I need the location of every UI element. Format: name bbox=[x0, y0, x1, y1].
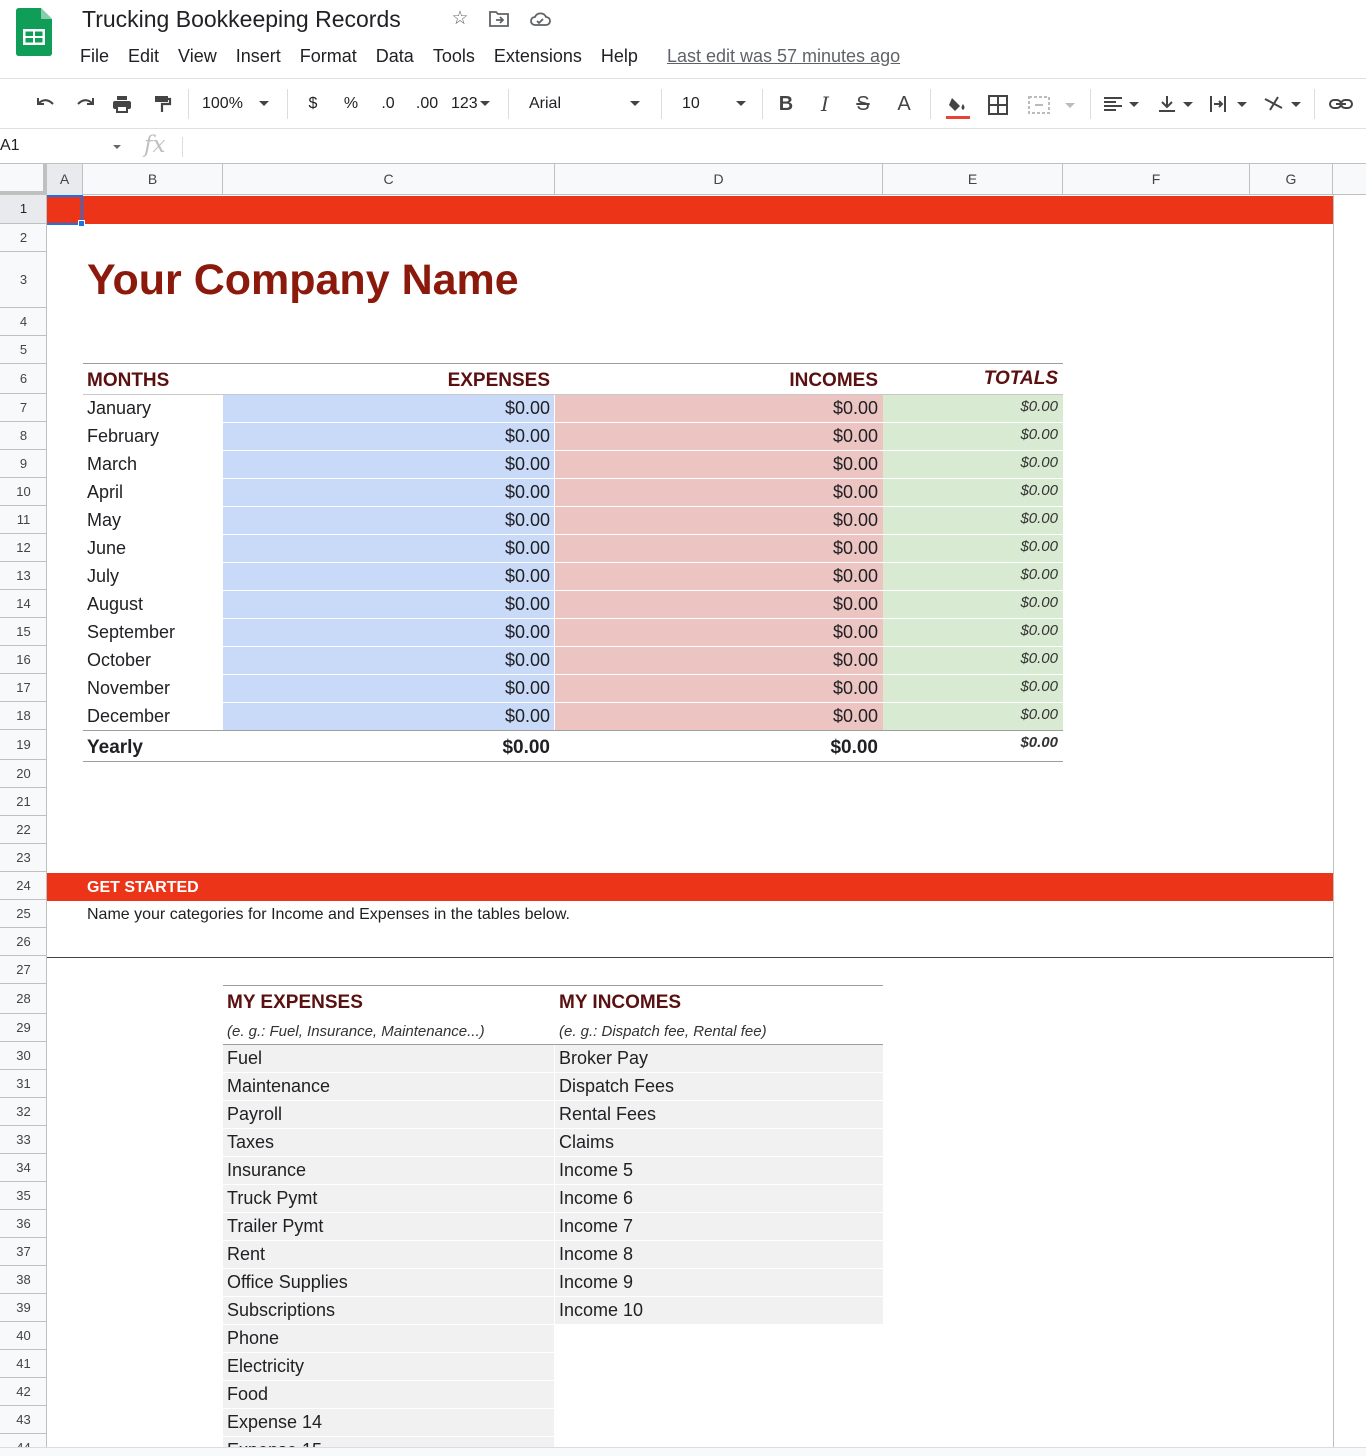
month-label[interactable]: April bbox=[87, 482, 124, 502]
month-label[interactable]: September bbox=[87, 622, 176, 642]
row-header-25[interactable]: 25 bbox=[0, 900, 47, 928]
menu-extensions[interactable]: Extensions bbox=[493, 46, 582, 66]
formula-input[interactable] bbox=[194, 137, 1354, 157]
fill-color-icon[interactable] bbox=[944, 91, 972, 117]
row-header-30[interactable]: 30 bbox=[0, 1042, 47, 1070]
expense-category-row[interactable] bbox=[223, 1045, 554, 1072]
horizontal-align-icon[interactable] bbox=[1102, 91, 1142, 117]
total-value[interactable]: $0.00 bbox=[1020, 510, 1058, 527]
expense-category-name[interactable]: Electricity bbox=[227, 1356, 305, 1376]
expenses-header: EXPENSES bbox=[447, 370, 550, 391]
expense-value[interactable]: $0.00 bbox=[504, 706, 550, 726]
expense-category-name[interactable]: Insurance bbox=[227, 1160, 307, 1180]
document-title[interactable]: Trucking Bookkeeping Records bbox=[82, 6, 401, 32]
last-edit-link[interactable]: Last edit was 57 minutes ago bbox=[666, 45, 901, 66]
row-header-32[interactable]: 32 bbox=[0, 1098, 47, 1126]
row-header-14[interactable]: 14 bbox=[0, 590, 47, 618]
income-value[interactable]: $0.00 bbox=[832, 706, 878, 726]
month-label[interactable]: November bbox=[87, 678, 171, 698]
row-header-3[interactable]: 3 bbox=[0, 252, 47, 308]
totals-header: TOTALS bbox=[983, 368, 1058, 389]
move-folder-icon[interactable] bbox=[488, 9, 510, 29]
month-label[interactable]: October bbox=[87, 650, 152, 670]
column-header-a[interactable]: A bbox=[47, 164, 83, 195]
row-headers bbox=[0, 195, 47, 1456]
month-label[interactable]: May bbox=[87, 510, 122, 530]
row-header-23[interactable]: 23 bbox=[0, 844, 47, 872]
total-value[interactable]: $0.00 bbox=[1020, 594, 1058, 611]
row-header-29[interactable]: 29 bbox=[0, 1014, 47, 1042]
row-header-20[interactable]: 20 bbox=[0, 760, 47, 788]
month-label[interactable]: August bbox=[87, 594, 144, 614]
row-header-27[interactable]: 27 bbox=[0, 956, 47, 984]
menu-tools[interactable]: Tools bbox=[432, 46, 475, 66]
expense-category-name[interactable]: Phone bbox=[227, 1328, 280, 1348]
merge-cells-icon[interactable] bbox=[1027, 91, 1077, 117]
my-expenses-hint[interactable]: (e. g.: Fuel, Insurance, Maintenance...) bbox=[227, 1023, 485, 1040]
column-header-d[interactable]: D bbox=[555, 164, 883, 195]
my-incomes-hint[interactable]: (e. g.: Dispatch fee, Rental fee) bbox=[559, 1023, 767, 1040]
expense-value[interactable]: $0.00 bbox=[504, 566, 550, 586]
header-red-band bbox=[47, 196, 1333, 224]
income-category-name[interactable]: Claims bbox=[559, 1132, 615, 1152]
row-header-38[interactable]: 38 bbox=[0, 1266, 47, 1294]
sheets-logo-icon[interactable] bbox=[16, 8, 52, 56]
row-header-1[interactable]: 1 bbox=[0, 195, 47, 224]
row-header-33[interactable]: 33 bbox=[0, 1126, 47, 1154]
row-header-8[interactable]: 8 bbox=[0, 422, 47, 450]
month-label[interactable]: June bbox=[87, 538, 127, 558]
row-header-15[interactable]: 15 bbox=[0, 618, 47, 646]
income-value[interactable]: $0.00 bbox=[832, 650, 878, 670]
row-header-13[interactable]: 13 bbox=[0, 562, 47, 590]
row-header-35[interactable]: 35 bbox=[0, 1182, 47, 1210]
row-header-31[interactable]: 31 bbox=[0, 1070, 47, 1098]
yearly-total[interactable]: $0.00 bbox=[1020, 734, 1058, 751]
my-expenses-title[interactable]: MY EXPENSES bbox=[227, 992, 363, 1013]
currency-format-button[interactable]: $ bbox=[308, 95, 318, 112]
decrease-decimal-button[interactable]: .0 bbox=[381, 95, 395, 112]
increase-decimal-button[interactable]: .00 bbox=[415, 95, 439, 112]
income-category-name[interactable]: Income 5 bbox=[559, 1160, 634, 1180]
total-value[interactable]: $0.00 bbox=[1020, 678, 1058, 695]
month-label[interactable]: December bbox=[87, 706, 171, 726]
expense-value[interactable]: $0.00 bbox=[504, 678, 550, 698]
italic-button[interactable]: I bbox=[821, 92, 829, 116]
font-size-select[interactable]: 10 bbox=[682, 91, 752, 117]
row-header-19[interactable]: 19 bbox=[0, 730, 47, 760]
strikethrough-button[interactable]: S bbox=[856, 93, 870, 115]
star-icon[interactable]: ☆ bbox=[451, 8, 469, 29]
redo-icon[interactable] bbox=[72, 91, 98, 117]
cloud-status-icon[interactable] bbox=[529, 9, 551, 29]
expense-category-name[interactable]: Food bbox=[227, 1384, 269, 1404]
get-started-label[interactable]: GET STARTED bbox=[87, 879, 199, 896]
get-started-band bbox=[47, 873, 1333, 901]
column-header-e[interactable]: E bbox=[883, 164, 1063, 195]
bold-button[interactable]: B bbox=[778, 93, 794, 115]
menu-help[interactable]: Help bbox=[600, 46, 638, 66]
row-header-43[interactable]: 43 bbox=[0, 1406, 47, 1434]
column-header-c[interactable]: C bbox=[223, 164, 555, 195]
toolbar bbox=[0, 78, 1366, 128]
yearly-incomes[interactable]: $0.00 bbox=[830, 737, 878, 758]
row-header-16[interactable]: 16 bbox=[0, 646, 47, 674]
select-all-corner[interactable] bbox=[0, 164, 47, 195]
row-header-2[interactable]: 2 bbox=[0, 224, 47, 252]
column-header-b[interactable]: B bbox=[83, 164, 223, 195]
row-header-40[interactable]: 40 bbox=[0, 1322, 47, 1350]
income-value[interactable]: $0.00 bbox=[832, 538, 878, 558]
menu-view[interactable]: View bbox=[178, 46, 217, 66]
income-category-name[interactable]: Income 8 bbox=[559, 1244, 634, 1264]
expense-category-name[interactable]: Expense 14 bbox=[227, 1412, 323, 1432]
expense-category-name[interactable]: Payroll bbox=[227, 1104, 283, 1124]
app-header bbox=[0, 0, 1366, 78]
total-value[interactable]: $0.00 bbox=[1020, 454, 1058, 471]
expense-category-name[interactable]: Rent bbox=[227, 1244, 266, 1264]
menu-bar bbox=[80, 44, 900, 68]
expense-value[interactable]: $0.00 bbox=[504, 454, 550, 474]
row-header-28[interactable]: 28 bbox=[0, 984, 47, 1014]
total-value[interactable]: $0.00 bbox=[1020, 426, 1058, 443]
font-family-select[interactable]: Arial bbox=[529, 91, 649, 117]
income-value[interactable]: $0.00 bbox=[832, 622, 878, 642]
row-header-17[interactable]: 17 bbox=[0, 674, 47, 702]
expense-value[interactable]: $0.00 bbox=[504, 398, 550, 418]
month-label[interactable]: January bbox=[87, 398, 152, 418]
expense-category-row[interactable] bbox=[223, 1241, 554, 1268]
column-headers bbox=[0, 164, 1366, 195]
expense-category-name[interactable]: Subscriptions bbox=[227, 1300, 336, 1320]
row-header-36[interactable]: 36 bbox=[0, 1210, 47, 1238]
menu-format[interactable]: Format bbox=[299, 46, 357, 66]
insert-link-icon[interactable] bbox=[1327, 91, 1355, 117]
total-value[interactable]: $0.00 bbox=[1020, 706, 1058, 723]
total-value[interactable]: $0.00 bbox=[1020, 398, 1058, 415]
sheet-grid[interactable] bbox=[47, 195, 1366, 1456]
expense-category-name[interactable]: Maintenance bbox=[227, 1076, 331, 1096]
row-header-6[interactable]: 6 bbox=[0, 364, 47, 394]
zoom-select[interactable] bbox=[202, 91, 280, 117]
print-icon[interactable] bbox=[109, 91, 135, 117]
text-rotation-icon[interactable] bbox=[1262, 91, 1304, 117]
expense-category-name[interactable]: Fuel bbox=[227, 1048, 263, 1068]
income-value[interactable]: $0.00 bbox=[832, 454, 878, 474]
month-label[interactable]: July bbox=[87, 566, 120, 586]
get-started-description[interactable]: Name your categories for Income and Expenses in the tables below. bbox=[87, 906, 570, 923]
income-category-name[interactable]: Broker Pay bbox=[559, 1048, 649, 1068]
menu-edit[interactable]: Edit bbox=[128, 46, 160, 66]
percent-format-button[interactable]: % bbox=[343, 95, 359, 112]
expense-value[interactable]: $0.00 bbox=[504, 510, 550, 530]
text-color-icon: A bbox=[897, 93, 911, 115]
income-category-name[interactable]: Income 7 bbox=[559, 1216, 634, 1236]
horizontal-scrollbar[interactable] bbox=[0, 1447, 1366, 1456]
months-header: MONTHS bbox=[87, 370, 170, 391]
row-header-39[interactable]: 39 bbox=[0, 1294, 47, 1322]
expense-value[interactable]: $0.00 bbox=[504, 650, 550, 670]
row-header-9[interactable]: 9 bbox=[0, 450, 47, 478]
month-label[interactable]: February bbox=[87, 426, 160, 446]
borders-icon[interactable] bbox=[986, 91, 1010, 117]
total-value[interactable]: $0.00 bbox=[1020, 622, 1058, 639]
income-category-name[interactable]: Dispatch Fees bbox=[559, 1076, 675, 1096]
expense-value[interactable]: $0.00 bbox=[504, 622, 550, 642]
row-header-34[interactable]: 34 bbox=[0, 1154, 47, 1182]
row-header-7[interactable]: 7 bbox=[0, 394, 47, 422]
yearly-expenses[interactable]: $0.00 bbox=[502, 737, 550, 758]
income-value[interactable]: $0.00 bbox=[832, 510, 878, 530]
row-header-41[interactable]: 41 bbox=[0, 1350, 47, 1378]
zoom-value: 100% bbox=[202, 95, 243, 112]
incomes-header: INCOMES bbox=[789, 370, 878, 391]
row-header-11[interactable]: 11 bbox=[0, 506, 47, 534]
income-value[interactable]: $0.00 bbox=[832, 594, 878, 614]
column-header-f[interactable]: F bbox=[1063, 164, 1250, 195]
income-value[interactable]: $0.00 bbox=[832, 678, 878, 698]
income-category-name[interactable]: Rental Fees bbox=[559, 1104, 657, 1124]
total-value[interactable]: $0.00 bbox=[1020, 538, 1058, 555]
column-header-g[interactable]: G bbox=[1250, 164, 1333, 195]
income-value[interactable]: $0.00 bbox=[832, 566, 878, 586]
expense-category-name[interactable]: Taxes bbox=[227, 1132, 275, 1152]
fx-icon: fx bbox=[144, 132, 166, 158]
menu-data[interactable]: Data bbox=[375, 46, 414, 66]
row-header-26[interactable]: 26 bbox=[0, 928, 47, 956]
total-value[interactable]: $0.00 bbox=[1020, 482, 1058, 499]
row-header-24[interactable]: 24 bbox=[0, 872, 47, 900]
row-header-12[interactable]: 12 bbox=[0, 534, 47, 562]
row-header-10[interactable]: 10 bbox=[0, 478, 47, 506]
income-value[interactable]: $0.00 bbox=[832, 482, 878, 502]
row-header-42[interactable]: 42 bbox=[0, 1378, 47, 1406]
company-name[interactable]: Your Company Name bbox=[87, 256, 519, 304]
fill-handle[interactable] bbox=[78, 220, 85, 227]
expense-category-name[interactable]: Trailer Pymt bbox=[227, 1216, 324, 1236]
month-label[interactable]: March bbox=[87, 454, 138, 474]
row-header-22[interactable]: 22 bbox=[0, 816, 47, 844]
menu-insert[interactable]: Insert bbox=[235, 46, 281, 66]
row-header-5[interactable]: 5 bbox=[0, 336, 47, 364]
expense-value[interactable]: $0.00 bbox=[504, 594, 550, 614]
row-header-37[interactable]: 37 bbox=[0, 1238, 47, 1266]
expense-value[interactable]: $0.00 bbox=[504, 426, 550, 446]
total-value[interactable]: $0.00 bbox=[1020, 650, 1058, 667]
menu-file[interactable]: File bbox=[80, 46, 110, 66]
expense-value[interactable]: $0.00 bbox=[504, 482, 550, 502]
paint-format-icon[interactable] bbox=[149, 91, 175, 117]
yearly-label[interactable]: Yearly bbox=[87, 737, 143, 758]
name-box-dropdown-icon[interactable] bbox=[113, 145, 121, 149]
income-value[interactable]: $0.00 bbox=[832, 426, 878, 446]
income-category-name[interactable]: Income 6 bbox=[559, 1188, 634, 1208]
text-wrapping-icon[interactable] bbox=[1208, 91, 1250, 117]
expense-category-row[interactable] bbox=[223, 1381, 554, 1408]
row-header-4[interactable]: 4 bbox=[0, 308, 47, 336]
row-header-21[interactable]: 21 bbox=[0, 788, 47, 816]
income-category-name[interactable]: Income 9 bbox=[559, 1272, 634, 1292]
my-incomes-title[interactable]: MY INCOMES bbox=[559, 992, 682, 1013]
expense-value[interactable]: $0.00 bbox=[504, 538, 550, 558]
more-formats-button[interactable]: 123 bbox=[451, 91, 497, 117]
row-header-18[interactable]: 18 bbox=[0, 702, 47, 730]
name-box[interactable]: A1 bbox=[0, 137, 20, 154]
expense-category-name[interactable]: Office Supplies bbox=[227, 1272, 348, 1292]
expense-category-name[interactable]: Truck Pymt bbox=[227, 1188, 318, 1208]
vertical-align-icon[interactable] bbox=[1156, 91, 1196, 117]
text-color-button[interactable] bbox=[893, 91, 915, 117]
income-category-name[interactable]: Income 10 bbox=[559, 1300, 644, 1320]
formula-bar bbox=[0, 128, 1366, 164]
undo-icon[interactable] bbox=[33, 91, 59, 117]
total-value[interactable]: $0.00 bbox=[1020, 566, 1058, 583]
income-value[interactable]: $0.00 bbox=[832, 398, 878, 418]
section-divider bbox=[47, 957, 1333, 958]
